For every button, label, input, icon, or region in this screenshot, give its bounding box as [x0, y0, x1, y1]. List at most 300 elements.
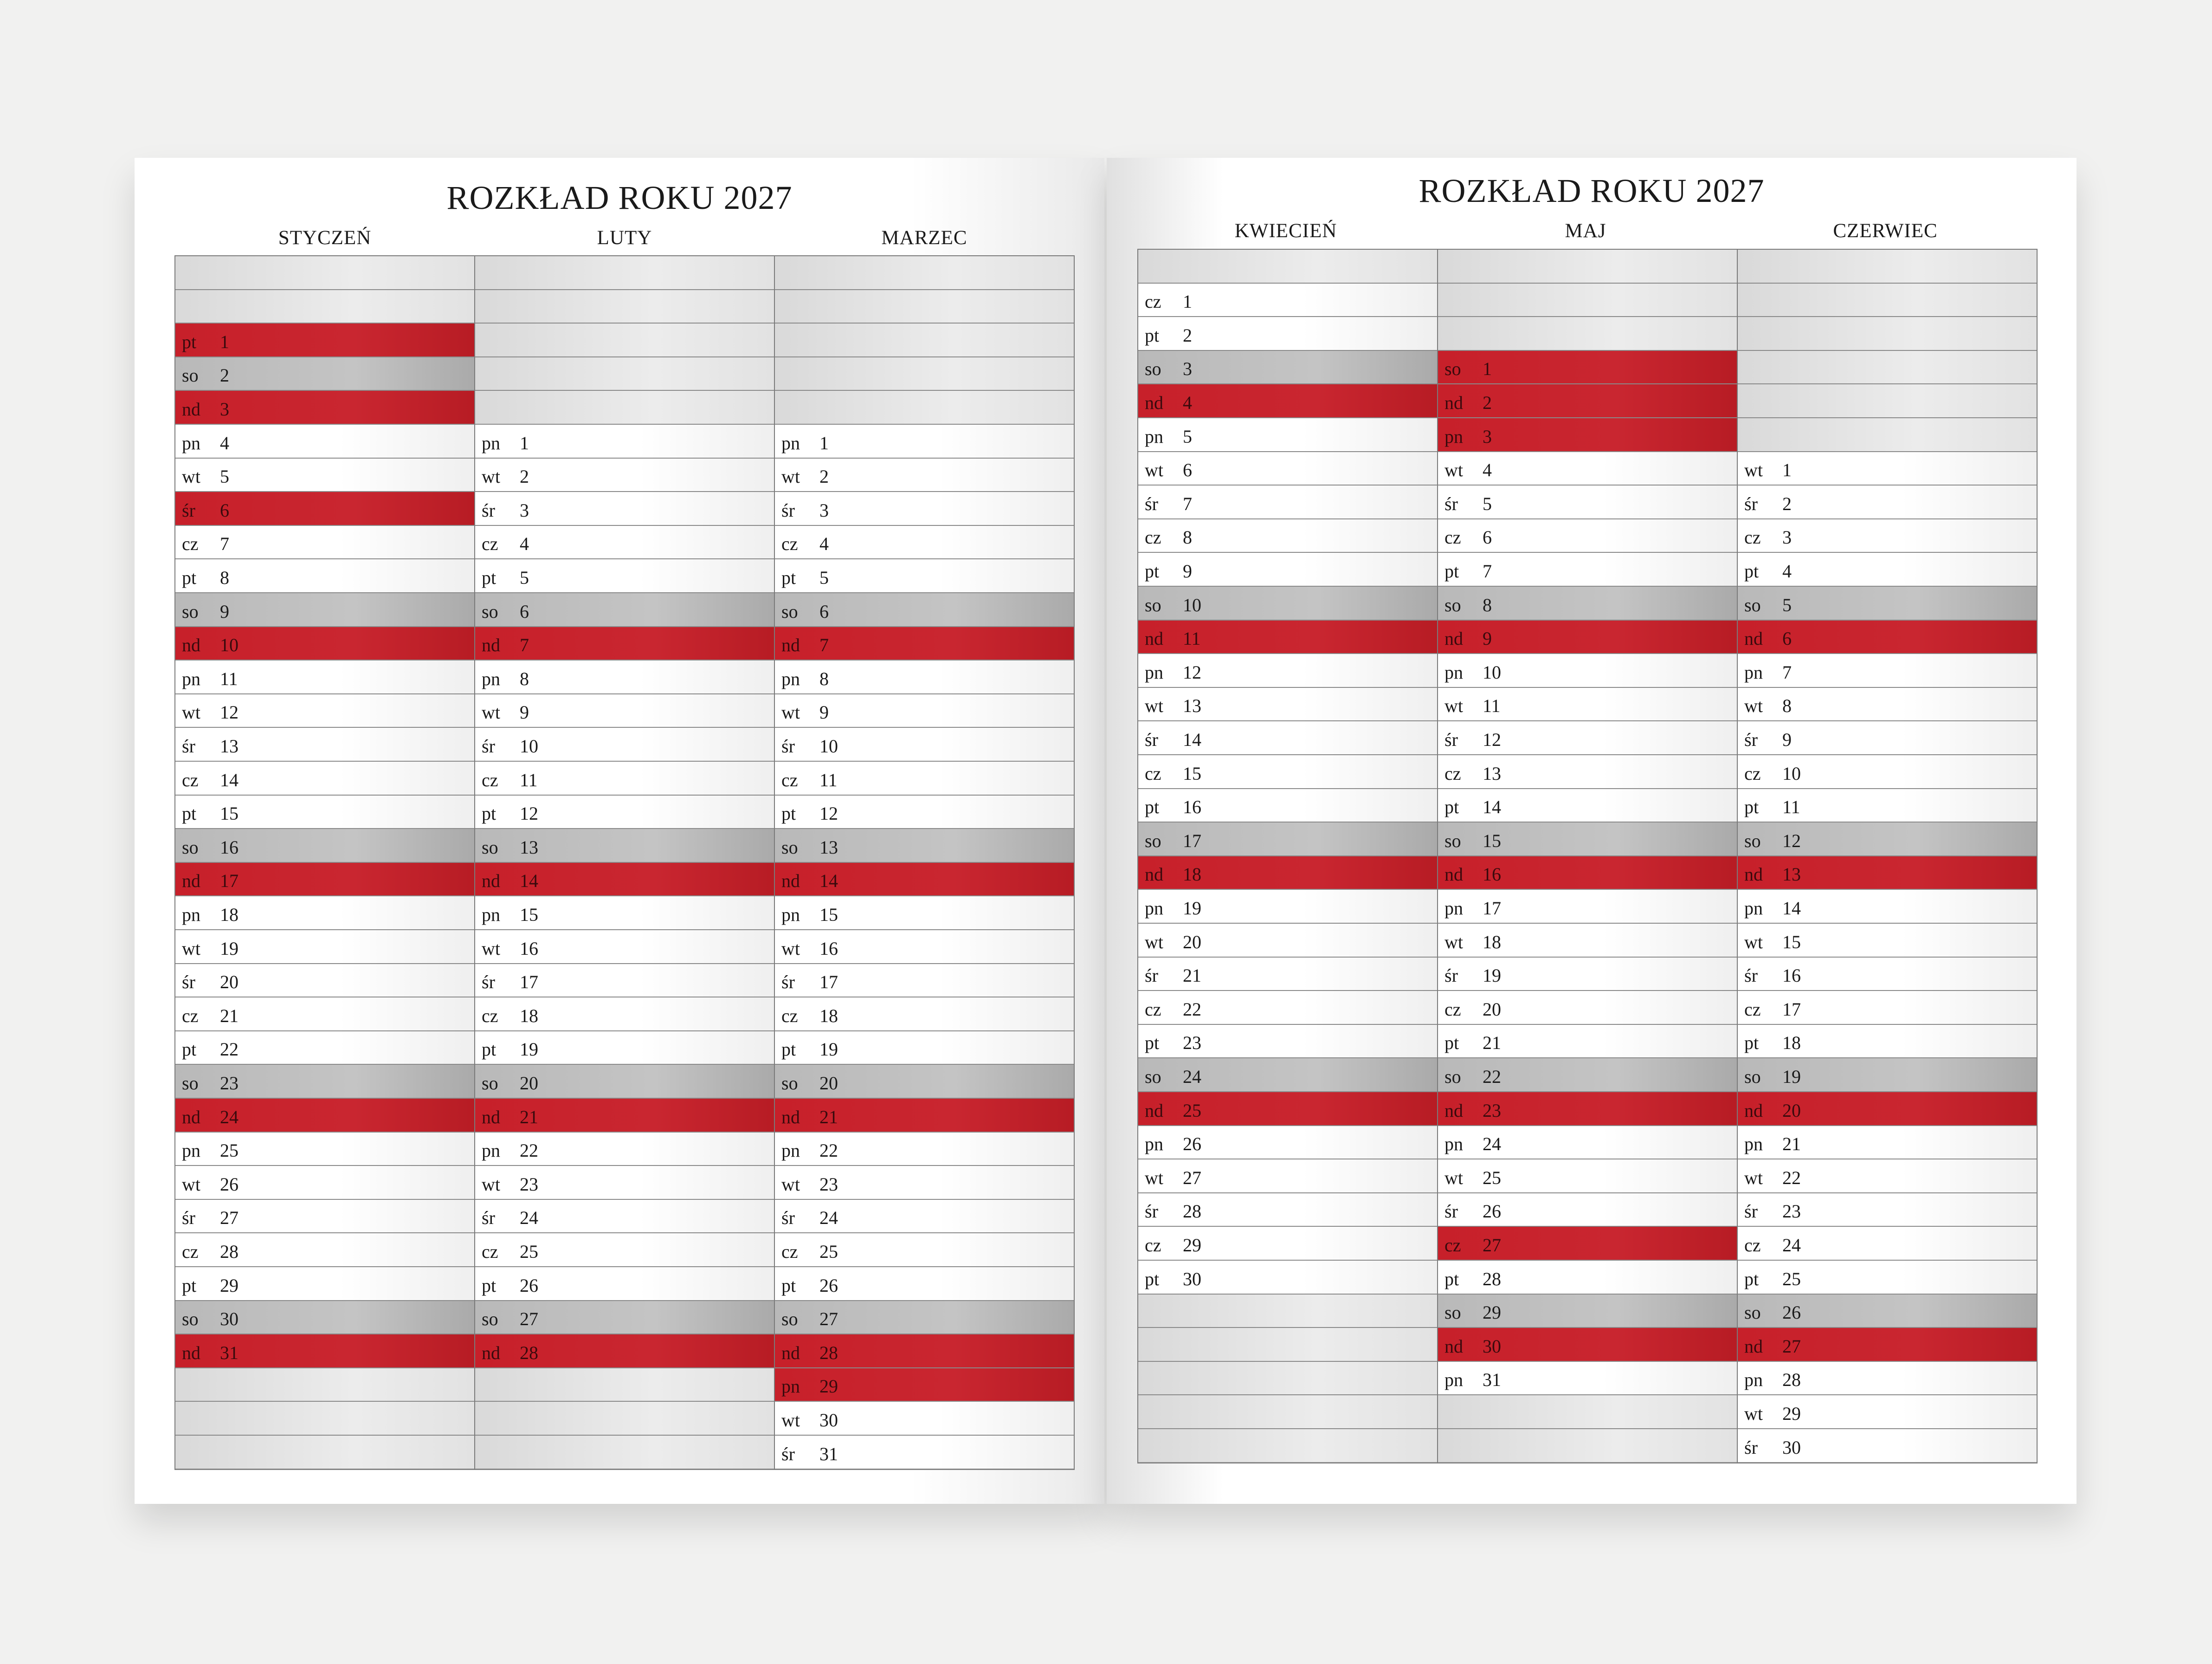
weekday-label: so	[1445, 594, 1461, 615]
weekday-label: so	[781, 1072, 798, 1094]
day-number: 24	[1483, 1133, 1501, 1155]
empty-cell	[175, 1402, 474, 1436]
empty-cell	[475, 256, 774, 290]
day-cell	[475, 526, 774, 560]
day-number: 18	[520, 1005, 538, 1026]
day-number: 22	[1483, 1066, 1501, 1087]
weekday-label: nd	[182, 870, 200, 892]
day-number: 31	[1483, 1369, 1501, 1391]
weekday-label: śr	[182, 499, 195, 521]
weekday-label: so	[1744, 830, 1761, 851]
day-number: 19	[1782, 1066, 1801, 1087]
day-number: 3	[1782, 527, 1792, 548]
weekday-label: wt	[781, 466, 800, 487]
day-number: 3	[520, 499, 529, 521]
weekday-label: wt	[781, 1409, 800, 1431]
day-cell	[1438, 1328, 1737, 1362]
day-number: 30	[819, 1409, 838, 1431]
weekday-label: wt	[1145, 931, 1163, 952]
weekday-label: so	[1145, 1066, 1161, 1087]
day-number: 10	[1483, 661, 1501, 683]
day-number: 19	[819, 1039, 838, 1060]
weekday-label: cz	[182, 769, 199, 790]
day-cell	[1138, 621, 1437, 654]
weekday-label: pt	[1145, 560, 1160, 582]
day-cell	[1438, 351, 1737, 385]
empty-cell	[475, 1402, 774, 1436]
day-number: 25	[1483, 1167, 1501, 1188]
day-cell	[775, 1099, 1074, 1133]
weekday-label: pt	[1445, 1268, 1459, 1289]
weekday-label: śr	[1445, 493, 1458, 514]
day-number: 23	[1782, 1201, 1801, 1222]
weekday-label: pn	[482, 1140, 500, 1161]
weekday-label: nd	[482, 870, 500, 892]
weekday-label: pn	[1145, 1133, 1163, 1155]
weekday-label: śr	[1744, 1201, 1758, 1222]
weekday-label: cz	[1744, 1234, 1761, 1256]
weekday-label: cz	[182, 533, 199, 555]
weekday-label: śr	[182, 1207, 195, 1229]
day-number: 11	[220, 668, 238, 689]
day-number: 2	[819, 466, 829, 487]
weekday-label: nd	[1145, 1100, 1163, 1121]
day-cell	[775, 762, 1074, 796]
day-number: 24	[520, 1207, 538, 1229]
month-column-styczen	[175, 256, 474, 1470]
weekday-label: pn	[1744, 1133, 1763, 1155]
empty-cell	[175, 1436, 474, 1470]
left-page	[135, 158, 1104, 1504]
day-number: 22	[819, 1140, 838, 1161]
day-number: 1	[220, 331, 229, 352]
day-cell	[475, 896, 774, 930]
day-cell	[775, 796, 1074, 829]
weekday-label: so	[1445, 1302, 1461, 1323]
day-number: 7	[1183, 493, 1192, 514]
weekday-label: so	[1145, 830, 1161, 851]
day-number: 23	[220, 1072, 239, 1094]
day-cell	[475, 997, 774, 1031]
day-number: 12	[220, 702, 239, 723]
day-cell	[175, 1334, 474, 1368]
day-cell	[1438, 1159, 1737, 1193]
weekday-label: pn	[781, 668, 800, 689]
day-cell	[175, 863, 474, 897]
day-cell	[475, 762, 774, 796]
day-number: 8	[819, 668, 829, 689]
weekday-label: pn	[182, 904, 200, 925]
weekday-label: pt	[482, 567, 497, 588]
day-cell	[1438, 1193, 1737, 1227]
day-number: 9	[1483, 628, 1492, 649]
weekday-label: wt	[182, 1173, 200, 1195]
day-number: 28	[520, 1342, 538, 1363]
day-number: 28	[1183, 1201, 1201, 1222]
day-number: 10	[1183, 594, 1201, 615]
day-cell	[475, 1233, 774, 1267]
day-number: 13	[520, 836, 538, 858]
day-cell	[1438, 688, 1737, 722]
day-number: 21	[819, 1106, 838, 1127]
weekday-label: pt	[182, 567, 197, 588]
day-cell	[1738, 688, 2037, 722]
weekday-label: nd	[781, 635, 800, 656]
day-cell	[775, 694, 1074, 728]
day-cell	[175, 1301, 474, 1335]
day-number: 12	[1483, 729, 1501, 750]
day-cell	[1438, 890, 1737, 924]
day-number: 21	[1183, 965, 1201, 986]
weekday-label: wt	[482, 938, 500, 959]
day-cell	[1738, 924, 2037, 958]
day-cell	[1138, 890, 1437, 924]
day-cell	[175, 1099, 474, 1133]
weekday-label: nd	[1445, 392, 1463, 413]
day-number: 30	[1483, 1335, 1501, 1357]
day-cell	[1138, 688, 1437, 722]
day-number: 29	[819, 1376, 838, 1397]
day-number: 27	[1782, 1335, 1801, 1357]
weekday-label: wt	[1744, 931, 1763, 952]
day-cell	[1438, 384, 1737, 418]
day-cell	[1138, 1025, 1437, 1059]
weekday-label: so	[482, 836, 498, 858]
day-number: 5	[520, 567, 529, 588]
weekday-label: nd	[482, 1106, 500, 1127]
empty-cell	[1138, 1429, 1437, 1463]
weekday-label: wt	[182, 938, 200, 959]
weekday-label: pt	[182, 803, 197, 824]
day-number: 8	[220, 567, 229, 588]
day-cell	[175, 1133, 474, 1166]
day-number: 16	[819, 938, 838, 959]
day-number: 5	[819, 567, 829, 588]
day-number: 16	[1483, 864, 1501, 885]
day-cell	[775, 1368, 1074, 1402]
weekday-label: cz	[1744, 763, 1761, 784]
weekday-label: śr	[781, 1207, 795, 1229]
day-number: 26	[819, 1275, 838, 1296]
day-number: 19	[1183, 897, 1201, 919]
day-number: 5	[1183, 426, 1192, 447]
day-number: 3	[220, 398, 229, 420]
day-number: 24	[220, 1106, 239, 1127]
day-number: 20	[520, 1072, 538, 1094]
weekday-label: wt	[1145, 695, 1163, 717]
empty-cell	[1438, 1395, 1737, 1429]
day-number: 6	[220, 499, 229, 521]
day-cell	[775, 1267, 1074, 1301]
weekday-label: pt	[781, 1039, 796, 1060]
day-number: 15	[1782, 931, 1801, 952]
day-number: 9	[819, 702, 829, 723]
empty-cell	[1738, 317, 2037, 351]
day-number: 9	[1782, 729, 1792, 750]
day-number: 23	[520, 1173, 538, 1195]
day-cell	[175, 1065, 474, 1099]
weekday-label: pn	[1445, 661, 1463, 683]
day-number: 2	[1782, 493, 1792, 514]
weekday-label: wt	[482, 702, 500, 723]
day-cell	[1438, 1092, 1737, 1126]
day-number: 1	[1483, 358, 1492, 380]
month-column-czerwiec	[1737, 250, 2037, 1463]
day-number: 4	[1183, 392, 1192, 413]
day-cell	[1138, 486, 1437, 519]
weekday-label: pt	[1744, 1268, 1759, 1289]
day-cell	[775, 459, 1074, 492]
day-cell	[175, 762, 474, 796]
weekday-label: so	[1145, 358, 1161, 380]
day-number: 3	[1183, 358, 1192, 380]
day-cell	[775, 425, 1074, 459]
weekday-label: nd	[1744, 628, 1763, 649]
day-number: 29	[1483, 1302, 1501, 1323]
weekday-label: so	[482, 1308, 498, 1330]
day-cell	[1138, 958, 1437, 991]
day-cell	[775, 829, 1074, 863]
day-number: 28	[220, 1241, 239, 1262]
day-number: 12	[1183, 661, 1201, 683]
weekday-label: pn	[1744, 661, 1763, 683]
weekday-label: śr	[1145, 965, 1158, 986]
weekday-label: śr	[182, 735, 195, 757]
weekday-label: śr	[482, 971, 495, 993]
weekday-label: so	[182, 1308, 199, 1330]
day-cell	[175, 1166, 474, 1200]
day-number: 11	[1483, 695, 1501, 717]
day-cell	[475, 1031, 774, 1065]
day-number: 11	[520, 769, 538, 790]
empty-cell	[175, 290, 474, 324]
day-number: 16	[1183, 796, 1201, 818]
day-cell	[175, 964, 474, 998]
weekday-label: cz	[781, 1005, 798, 1026]
weekday-label: so	[482, 1072, 498, 1094]
day-cell	[775, 1166, 1074, 1200]
day-number: 13	[1483, 763, 1501, 784]
weekday-label: wt	[182, 702, 200, 723]
weekday-label: wt	[1744, 1403, 1763, 1424]
day-number: 15	[1483, 830, 1501, 851]
day-cell	[1438, 789, 1737, 823]
month-column-maj	[1437, 250, 1737, 1463]
day-number: 15	[220, 803, 239, 824]
day-number: 8	[520, 668, 529, 689]
day-cell	[1738, 1395, 2037, 1429]
empty-cell	[1138, 1328, 1437, 1362]
day-number: 21	[220, 1005, 239, 1026]
day-number: 4	[819, 533, 829, 555]
day-cell	[1438, 822, 1737, 856]
day-cell	[1138, 721, 1437, 755]
weekday-label: śr	[1744, 729, 1758, 750]
weekday-label: pt	[1145, 1268, 1160, 1289]
day-number: 5	[1483, 493, 1492, 514]
day-number: 30	[220, 1308, 239, 1330]
day-cell	[775, 492, 1074, 526]
day-cell	[475, 1065, 774, 1099]
day-cell	[1738, 553, 2037, 587]
day-cell	[1738, 1261, 2037, 1295]
day-cell	[175, 593, 474, 627]
weekday-label: wt	[1445, 1167, 1463, 1188]
day-cell	[175, 829, 474, 863]
weekday-label: nd	[1744, 864, 1763, 885]
day-number: 4	[1483, 460, 1492, 481]
day-cell	[1738, 958, 2037, 991]
day-number: 27	[520, 1308, 538, 1330]
day-number: 9	[520, 702, 529, 723]
right-page	[1107, 158, 2077, 1504]
day-number: 6	[1483, 527, 1492, 548]
day-number: 15	[819, 904, 838, 925]
day-number: 8	[1782, 695, 1792, 717]
weekday-label: so	[1445, 830, 1461, 851]
weekday-label: cz	[1744, 998, 1761, 1020]
day-cell	[1138, 553, 1437, 587]
day-number: 18	[819, 1005, 838, 1026]
weekday-label: nd	[482, 635, 500, 656]
weekday-label: pt	[781, 567, 796, 588]
weekday-label: so	[1445, 1066, 1461, 1087]
day-cell	[175, 391, 474, 425]
empty-cell	[475, 1436, 774, 1470]
weekday-label: nd	[1445, 1100, 1463, 1121]
day-number: 11	[1183, 628, 1201, 649]
day-cell	[1438, 755, 1737, 789]
empty-cell	[775, 391, 1074, 425]
day-cell	[775, 559, 1074, 593]
day-cell	[1438, 553, 1737, 587]
weekday-label: pt	[1145, 324, 1160, 346]
day-cell	[475, 1133, 774, 1166]
day-number: 18	[220, 904, 239, 925]
day-number: 18	[1483, 931, 1501, 952]
empty-cell	[475, 391, 774, 425]
day-cell	[475, 796, 774, 829]
day-cell	[1738, 621, 2037, 654]
day-number: 6	[520, 601, 529, 622]
day-cell	[1738, 856, 2037, 890]
day-number: 4	[1782, 560, 1792, 582]
day-number: 3	[819, 499, 829, 521]
day-cell	[175, 459, 474, 492]
empty-cell	[1138, 1395, 1437, 1429]
day-number: 26	[220, 1173, 239, 1195]
day-cell	[475, 660, 774, 694]
day-cell	[1138, 587, 1437, 621]
day-cell	[175, 627, 474, 661]
weekday-label: wt	[1445, 931, 1463, 952]
day-number: 13	[1183, 695, 1201, 717]
day-cell	[1738, 890, 2037, 924]
day-cell	[775, 1402, 1074, 1436]
empty-cell	[475, 1368, 774, 1402]
day-number: 4	[520, 533, 529, 555]
day-cell	[175, 896, 474, 930]
weekday-label: pn	[781, 1376, 800, 1397]
empty-cell	[1738, 284, 2037, 317]
weekday-label: pn	[781, 432, 800, 453]
day-cell	[475, 593, 774, 627]
day-number: 30	[1782, 1437, 1801, 1458]
day-number: 7	[520, 635, 529, 656]
day-cell	[175, 492, 474, 526]
weekday-label: śr	[182, 971, 195, 993]
day-number: 31	[220, 1342, 239, 1363]
day-cell	[1438, 991, 1737, 1025]
day-cell	[475, 1166, 774, 1200]
month-header-maj: MAJ	[1565, 220, 1606, 242]
weekday-label: so	[1744, 1302, 1761, 1323]
weekday-label: pt	[1744, 560, 1759, 582]
weekday-label: śr	[482, 735, 495, 757]
day-number: 25	[220, 1140, 239, 1161]
day-number: 6	[1782, 628, 1792, 649]
weekday-label: pn	[1744, 897, 1763, 919]
weekday-label: pn	[1445, 897, 1463, 919]
day-cell	[1438, 452, 1737, 486]
day-number: 10	[520, 735, 538, 757]
weekday-label: wt	[1445, 695, 1463, 717]
day-cell	[475, 694, 774, 728]
day-cell	[1138, 991, 1437, 1025]
day-number: 4	[220, 432, 229, 453]
day-cell	[775, 526, 1074, 560]
day-cell	[1438, 621, 1737, 654]
day-number: 24	[1782, 1234, 1801, 1256]
weekday-label: pn	[1145, 661, 1163, 683]
weekday-label: cz	[182, 1241, 199, 1262]
empty-cell	[175, 1368, 474, 1402]
calendar-grid	[1137, 249, 2038, 1463]
day-number: 19	[1483, 965, 1501, 986]
day-number: 26	[1183, 1133, 1201, 1155]
day-cell	[775, 593, 1074, 627]
day-number: 19	[220, 938, 239, 959]
day-number: 17	[220, 870, 239, 892]
weekday-label: wt	[1145, 460, 1163, 481]
weekday-label: wt	[781, 1173, 800, 1195]
weekday-label: nd	[781, 1106, 800, 1127]
weekday-label: pt	[182, 331, 197, 352]
weekday-label: cz	[1145, 291, 1161, 312]
day-number: 16	[1782, 965, 1801, 986]
day-cell	[1438, 958, 1737, 991]
day-cell	[175, 1200, 474, 1234]
weekday-label: cz	[1145, 998, 1161, 1020]
day-number: 14	[1183, 729, 1201, 750]
day-number: 22	[220, 1039, 239, 1060]
month-header-luty: LUTY	[597, 227, 652, 249]
day-number: 15	[1183, 763, 1201, 784]
day-cell	[475, 863, 774, 897]
day-cell	[175, 1031, 474, 1065]
day-cell	[1138, 317, 1437, 351]
month-header-kwiecien: KWIECIEŃ	[1234, 220, 1337, 242]
day-cell	[1738, 1193, 2037, 1227]
weekday-label: nd	[182, 635, 200, 656]
day-cell	[175, 324, 474, 357]
weekday-label: pt	[182, 1039, 197, 1060]
day-cell	[1138, 384, 1437, 418]
day-number: 1	[1183, 291, 1192, 312]
weekday-label: pt	[1145, 796, 1160, 818]
day-number: 31	[819, 1443, 838, 1464]
weekday-label: pt	[781, 1275, 796, 1296]
